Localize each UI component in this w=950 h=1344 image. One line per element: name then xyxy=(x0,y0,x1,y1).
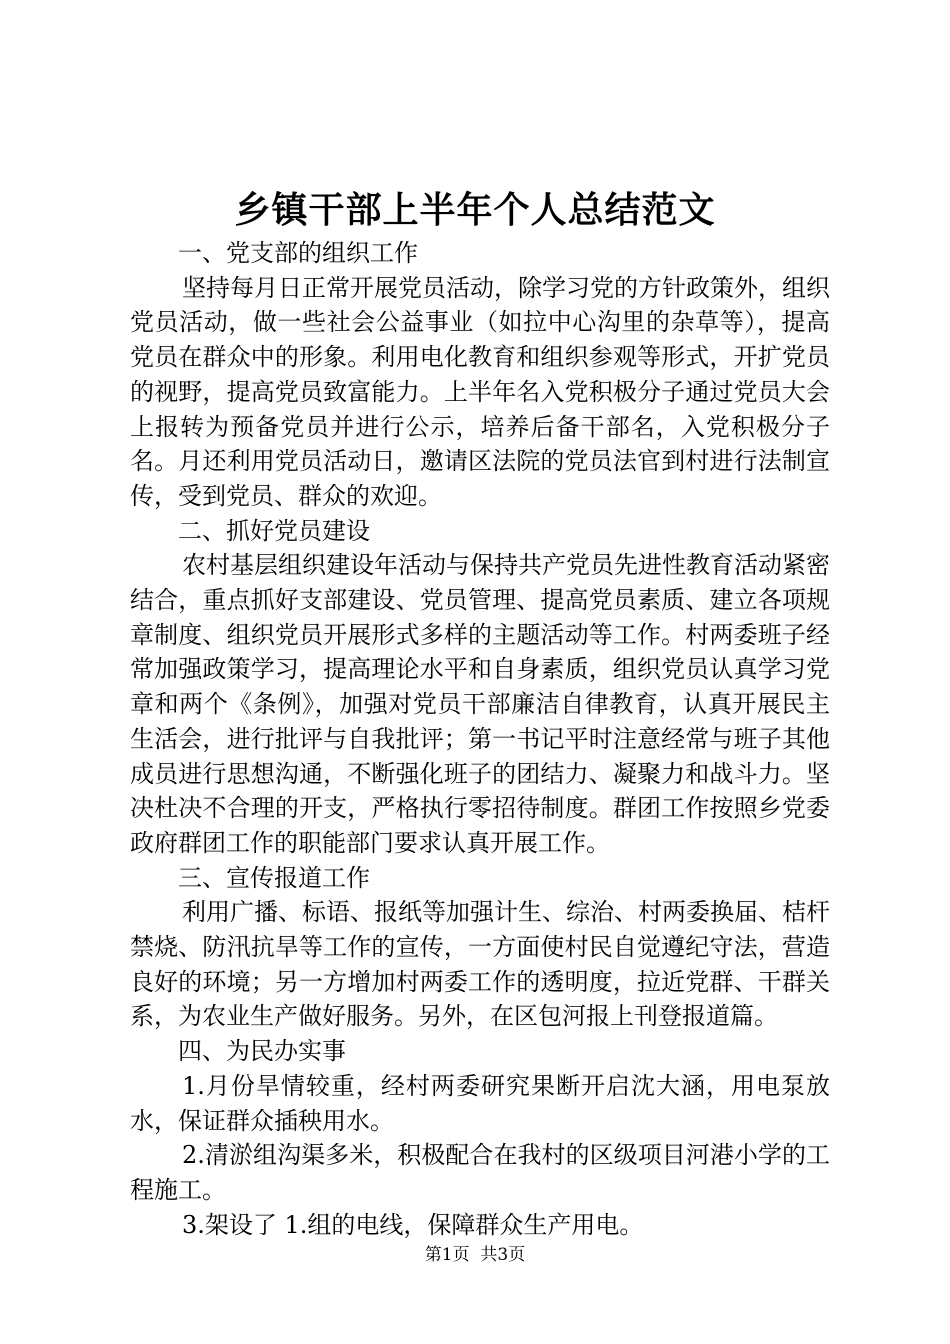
document-title: 乡镇干部上半年个人总结范文 xyxy=(234,189,716,231)
section-paragraph: 农村基层组织建设年活动与保持共产党员先进性教育活动紧密结合，重点抓好支部建设、党员管理、提高党员素质、建立各项规章制度、组织党员开展形式多样的主题活动等工作。村两委班子经常加强政策学习，提高理论水平和自身素质，组织党员认真学习党章和两个《条例》，加强对党员干部廉洁自律教育，认真开展民主生活会，进行批评与自我批评；第一书记平时注意经常与班子其他成员进行思想沟通，不断强化班子的团结力、凝聚力和战斗力。坚决杜决不合理的开支，严格执行零招待制度。群团工作按照乡党委政府群团工作的职能部门要求认真开展工作。 xyxy=(130,551,830,857)
list-item: 2.清淤组沟渠多米，积极配合在我村的区级项目河港小学的工程施工。 xyxy=(130,1141,830,1204)
section-heading: 四、为民办实事 xyxy=(178,1037,346,1066)
page-footer xyxy=(0,1240,950,1270)
section-paragraph: 坚持每月日正常开展党员活动，除学习党的方针政策外，组织党员活动，做一些社会公益事业（如拉中心沟里的杂草等），提高党员在群众中的形象。利用电化教育和组织参观等形式，开扩党员的视野，提高党员致富能力。上半年名入党积极分子通过党员大会上报转为预备党员并进行公示，培养后备干部名，入党积极分子名。月还利用党员活动日，邀请区法院的党员法官到村进行法制宣传，受到党员、群众的欢迎。 xyxy=(130,273,830,510)
section-heading: 一、党支部的组织工作 xyxy=(178,239,418,267)
section-heading: 三、宣传报道工作 xyxy=(178,863,370,892)
list-item: 3.架设了 1.组的电线，保障群众生产用电。 xyxy=(182,1210,644,1239)
section-paragraph: 利用广播、标语、报纸等加强计生、综治、村两委换届、桔杆禁烧、防汛抗旱等工作的宣传，一方面使村民自觉遵纪守法，营造良好的环境；另一方增加村两委工作的透明度，拉近党群、干群关系，为农业生产做好服务。另外，在区包河报上刊登报道篇。 xyxy=(130,898,830,1031)
list-item: 1.月份旱情较重，经村两委研究果断开启沈大涵，用电泵放水，保证群众插秧用水。 xyxy=(130,1071,830,1135)
section-heading: 二、抓好党员建设 xyxy=(178,516,370,545)
document-body xyxy=(130,236,830,1242)
page-number: 第1页 xyxy=(424,1245,470,1265)
page-total: 共3页 xyxy=(480,1245,526,1265)
